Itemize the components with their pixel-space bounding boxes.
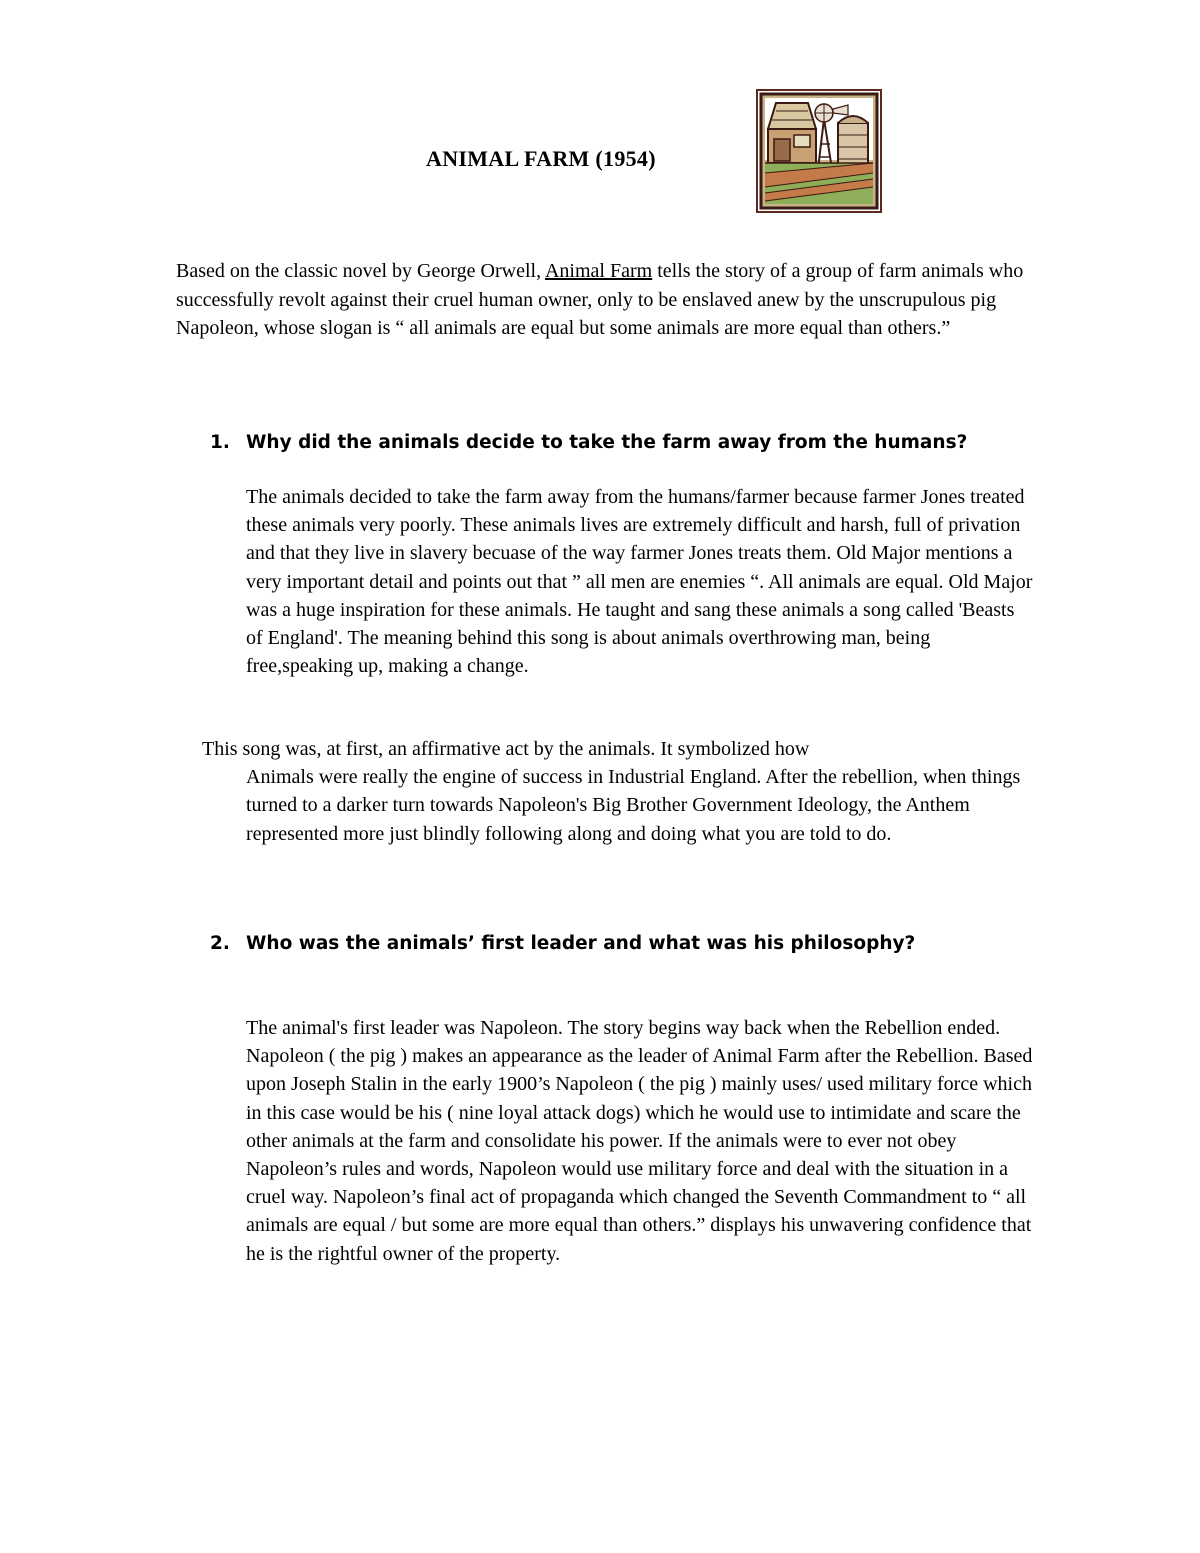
document-title: ANIMAL FARM (1954) [426, 146, 656, 171]
answer-1-continued-paragraph [202, 735, 1036, 848]
question-1-number: 1. [210, 432, 230, 453]
intro-text-after: tells the story of a group of farm animals who successfully revolt against their cruel human owner, only to be enslaved anew by the unscrupulous pig Napoleon, whose slogan is “ all animals are equal but some animals are more equal than others.” [176, 260, 1024, 339]
answer-1-continued-first-line: This song was, at first, an affirmative act by the animals. It symbolized how [202, 738, 810, 760]
answer-1-paragraph: The animals decided to take the farm away from the humans/farmer because farmer Jones treated these animals very poorly. These animals lives are extremely difficult and harsh, full of privation and that they live in slavery becuase of the way farmer Jones treats them. Old Major mentions a very important detail and points out that ” all men are enemies “. All animals are equal. Old Major was a huge inspiration for these animals. He taught and sang these animals a song called 'Beasts of England'. The meaning behind this song is about animals overthrowing man, being free,speaking up, making a change. [246, 486, 1033, 678]
farm-clipart-icon [756, 89, 882, 213]
question-2-number: 2. [210, 933, 230, 954]
answer-1-continued-rest: Animals were really the engine of success in Industrial England. After the rebellion, when things turned to a darker turn towards Napoleon's Big Brother Government Ideology, the Anthem represented more just blindly following along and doing what you are told to do. [246, 766, 1021, 845]
question-2-text: Who was the animals’ first leader and what was his philosophy? [246, 933, 916, 954]
intro-text-before: Based on the classic novel by George Orwell, [176, 260, 545, 282]
answer-2-paragraph: The animal's first leader was Napoleon. The story begins way back when the Rebellion ended. Napoleon ( the pig ) makes an appearance as the leader of Animal Farm after the Rebellion. Based upon Joseph Stalin in the early 1900’s Napoleon ( the pig ) mainly uses/ used military force which in this case would be his ( nine loyal attack dogs) which he would use to intimidate and scare the other animals at the farm and consolidate his power. If the animals were to ever not obey Napoleon’s rules and words, Napoleon would use military force and deal with the situation in a cruel way. Napoleon’s final act of propaganda which changed the Seventh Commandment to “ all animals are equal / but some are more equal than others.” displays his unwavering confidence that he is the rightful owner of the property. [246, 1017, 1033, 1265]
book-title-underlined: Animal Farm [544, 260, 653, 282]
intro-paragraph [176, 257, 1036, 343]
question-1-text: Why did the animals decide to take the farm away from the humans? [246, 432, 968, 453]
